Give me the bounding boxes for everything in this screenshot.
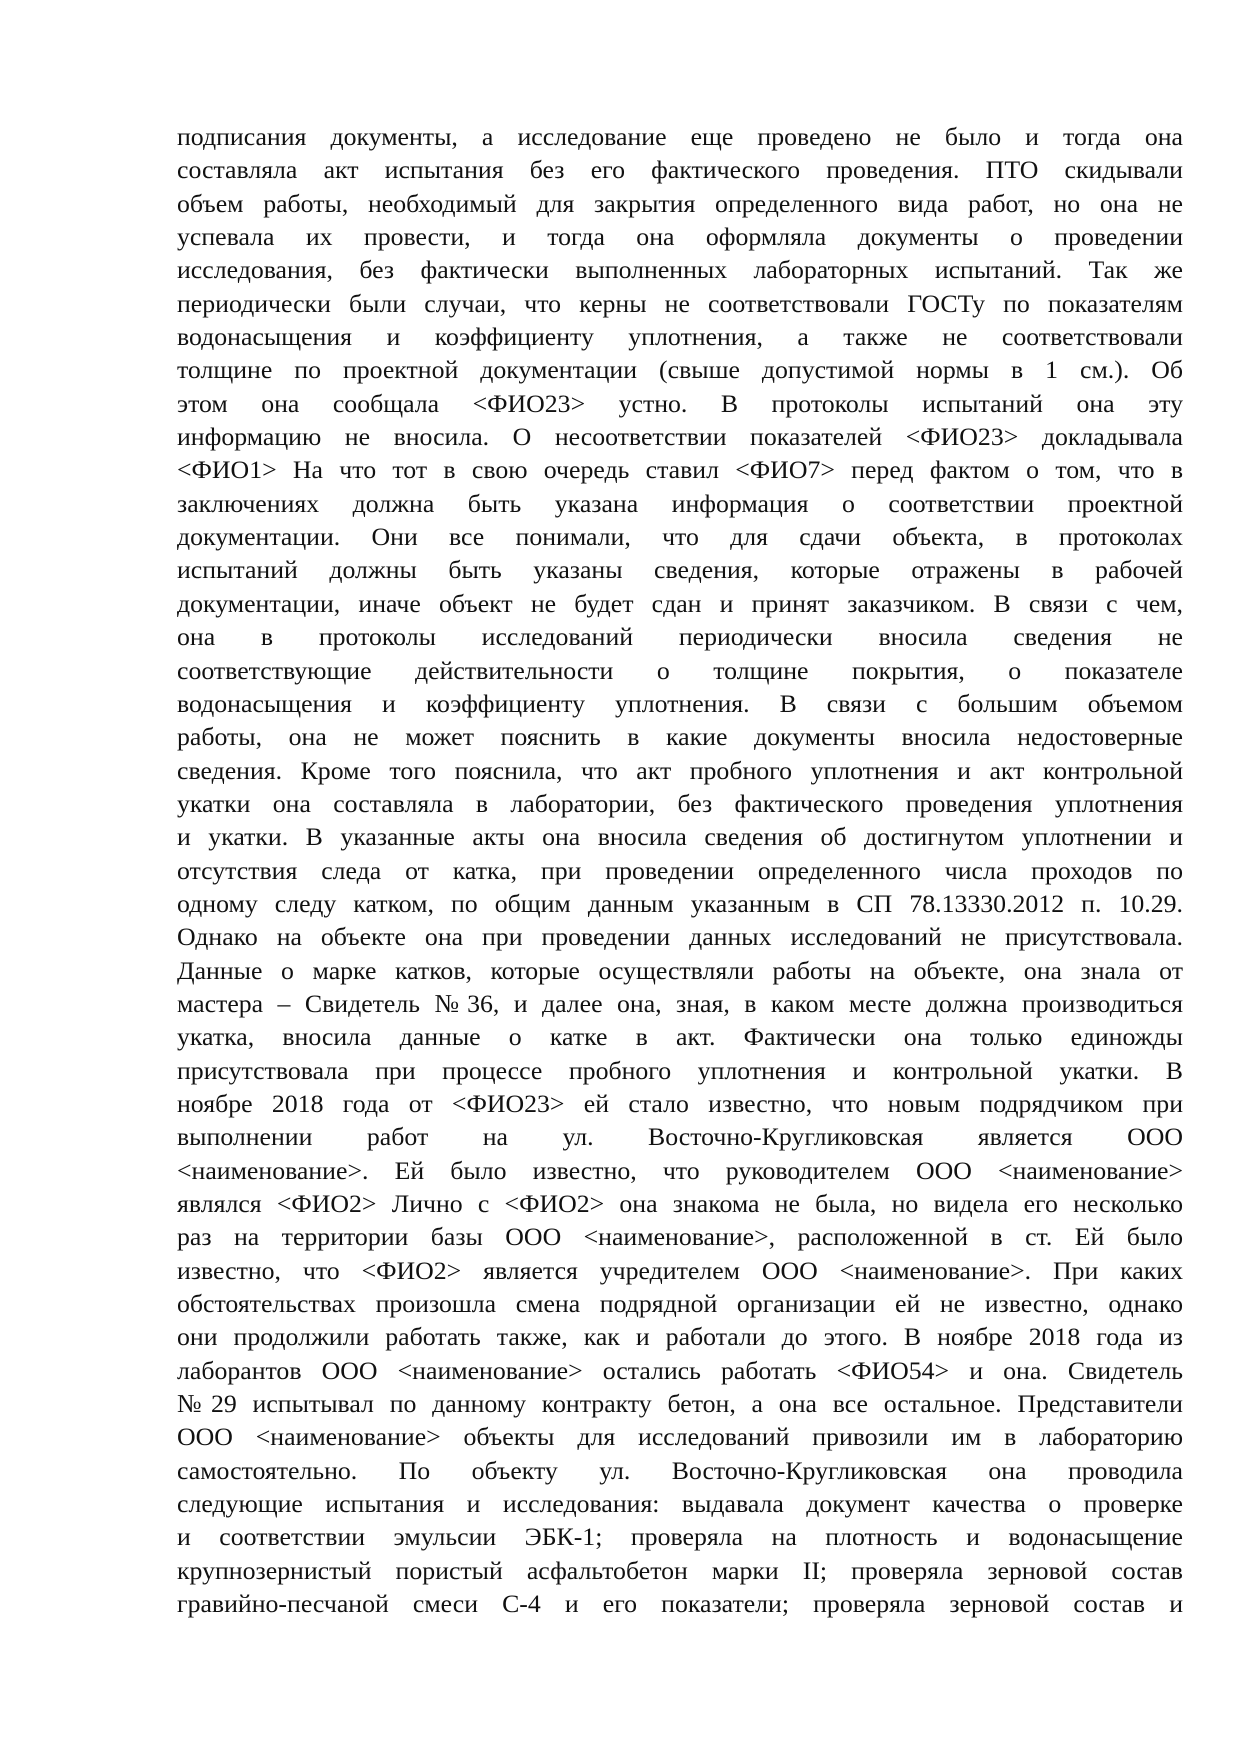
text-line: соответствующие действительности о толщине покрытия, о показателе <box>177 655 1183 685</box>
text-line: <наименование>. Ей было известно, что руководителем ООО <наименование> <box>177 1155 1183 1185</box>
text-line: №29 испытывал по данному контракту бетон, а она все остальное. Представители <box>177 1389 1183 1419</box>
text-line: исследования, без фактически выполненных лабораторных испытаний. Так же <box>177 255 1183 285</box>
text-line: водонасыщения и коэффициенту уплотнения, а также не соответствовали <box>177 322 1183 352</box>
text-line: укатки она составляла в лаборатории, без фактического проведения уплотнения <box>177 788 1183 818</box>
text-line: информацию не вносила. О несоответствии показателей <ФИО23> докладывала <box>177 422 1183 452</box>
text-line: ООО <наименование> объекты для исследований привозили им в лабораторию <box>177 1422 1183 1452</box>
text-line: подписания документы, а исследование еще проведено не было и тогда она <box>177 122 1183 151</box>
text-line: следующие испытания и исследования: выдавала документ качества о проверке <box>177 1489 1183 1519</box>
text-line: они продолжили работать также, как и работали до этого. В ноябре 2018 года из <box>177 1322 1183 1352</box>
text-line: гравийно-песчаной смеси С-4 и его показатели; проверяла зерновой состав и <box>177 1589 1183 1619</box>
text-line: составляла акт испытания без его фактического проведения. ПТО скидывали <box>177 155 1183 185</box>
text-line: объем работы, необходимый для закрытия определенного вида работ, но она не <box>177 188 1183 218</box>
text-line: мастера – Свидетель №36, и далее она, зная, в каком месте должна производиться <box>177 988 1183 1018</box>
text-line: этом она сообщала <ФИО23> устно. В протоколы испытаний она эту <box>177 388 1183 418</box>
text-line: водонасыщения и коэффициенту уплотнения. В связи с большим объемом <box>177 688 1183 718</box>
text-line: ноябре 2018 года от <ФИО23> ей стало известно, что новым подрядчиком при <box>177 1088 1183 1118</box>
text-line: она в протоколы исследований периодически вносила сведения не <box>177 622 1183 652</box>
text-line: крупнозернистый пористый асфальтобетон марки II; проверяла зерновой состав <box>177 1555 1183 1585</box>
text-line: одному следу катком, по общим данным указанным в СП 78.13330.2012 п. 10.29. <box>177 888 1183 918</box>
text-line: и соответствии эмульсии ЭБК-1; проверяла на плотность и водонасыщение <box>177 1522 1183 1552</box>
text-line: раз на территории базы ООО <наименование>, расположенной в ст. Ей было <box>177 1222 1183 1252</box>
text-line: испытаний должны быть указаны сведения, которые отражены в рабочей <box>177 555 1183 585</box>
text-line: обстоятельствах произошла смена подрядной организации ей не известно, однако <box>177 1289 1183 1319</box>
text-line: <ФИО1> На что тот в свою очередь ставил <ФИО7> перед фактом о том, что в <box>177 455 1183 485</box>
text-line: выполнении работ на ул. Восточно-Кругликовская является ООО <box>177 1122 1183 1152</box>
text-line: заключениях должна быть указана информация о соответствии проектной <box>177 488 1183 518</box>
text-line: периодически были случаи, что керны не соответствовали ГОСТу по показателям <box>177 288 1183 318</box>
text-line: Данные о марке катков, которые осуществляли работы на объекте, она знала от <box>177 955 1183 985</box>
text-line: и укатки. В указанные акты она вносила сведения об достигнутом уплотнении и <box>177 822 1183 852</box>
body-text <box>177 120 1183 1620</box>
text-line: отсутствия следа от катка, при проведении определенного числа проходов по <box>177 855 1183 885</box>
text-line: укатка, вносила данные о катке в акт. Фактически она только единожды <box>177 1022 1183 1052</box>
text-line: лаборантов ООО <наименование> остались работать <ФИО54> и она. Свидетель <box>177 1355 1183 1385</box>
text-line: толщине по проектной документации (свыше допустимой нормы в 1 см.). Об <box>177 355 1183 385</box>
text-line: Однако на объекте она при проведении данных исследований не присутствовала. <box>177 922 1183 952</box>
text-line: известно, что <ФИО2> является учредителем ООО <наименование>. При каких <box>177 1255 1183 1285</box>
text-line: работы, она не может пояснить в какие документы вносила недостоверные <box>177 722 1183 752</box>
text-line: являлся <ФИО2> Лично с <ФИО2> она знакома не была, но видела его несколько <box>177 1189 1183 1218</box>
text-line: сведения. Кроме того пояснила, что акт пробного уплотнения и акт контрольной <box>177 755 1183 785</box>
text-line: документации, иначе объект не будет сдан и принят заказчиком. В связи с чем, <box>177 588 1183 618</box>
text-line: присутствовала при процессе пробного уплотнения и контрольной укатки. В <box>177 1055 1183 1085</box>
text-line: документации. Они все понимали, что для сдачи объекта, в протоколах <box>177 522 1183 552</box>
text-line: успевала их провести, и тогда она оформляла документы о проведении <box>177 222 1183 252</box>
text-line: самостоятельно. По объекту ул. Восточно-Кругликовская она проводила <box>177 1455 1183 1485</box>
